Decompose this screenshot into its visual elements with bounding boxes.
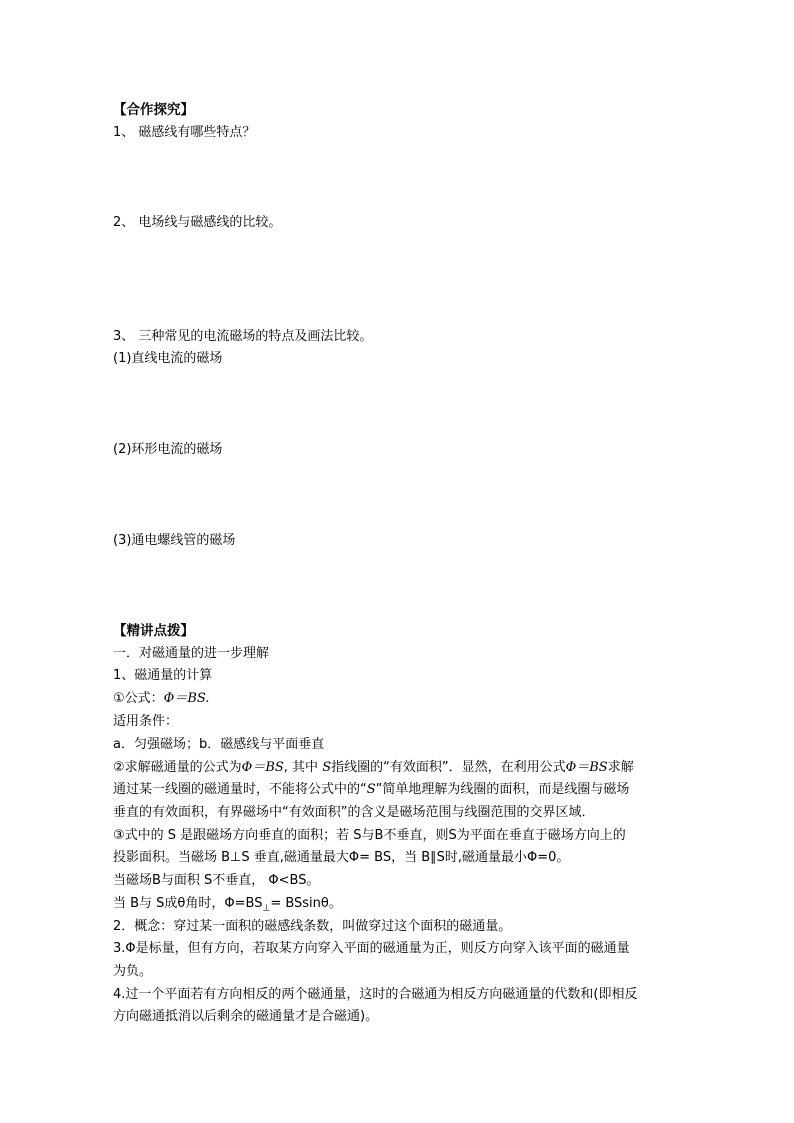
question-1: 1、 磁感线有哪些特点？	[113, 125, 256, 140]
subscript-perp: ⊥	[262, 903, 271, 914]
formula-line	[113, 690, 209, 708]
conditions: a．匀强磁场；b．磁感线与平面垂直	[113, 737, 325, 752]
question-3-item-2: (2)环形电流的磁场	[113, 442, 223, 457]
paragraph-3-line-2: 投影面积。当磁场 B⊥S 垂直,磁通量最大Φ= BS，当 B∥S时,磁通量最小Φ=0。	[113, 850, 570, 865]
paragraph-2-line-1	[113, 759, 634, 777]
text-span: ”简单地理解为线圈的面积，而是线圈与磁场	[375, 782, 630, 797]
subheading-flux-calculation: 1、磁通量的计算	[113, 668, 213, 683]
net-flux-line-1: 4.过一个平面若有方向相反的两个磁通量，这时的合磁通为相反方向磁通量的代数和(即相反	[113, 987, 638, 1002]
net-flux-line-2: 方向磁通抵消以后剩余的磁通量才是合磁通)。	[113, 1009, 379, 1024]
text-span: 通过某一线圈的磁通量时，不能将公式中的“	[113, 782, 367, 797]
text-span: = BSsinθ。	[270, 896, 342, 911]
text-span: 当 B与 S成θ角时，Φ=BS	[113, 896, 263, 911]
paragraph-2-line-3: 垂直的有效面积，有界磁场中“有效面积”的含义是磁场范围与线圈范围的交界区域．	[113, 805, 595, 820]
part-title: 一．对磁通量的进一步理解	[113, 646, 270, 661]
formula-inline: Φ＝BS	[241, 760, 284, 775]
formula-prefix: ①公式：	[113, 691, 164, 706]
text-span: ②求解磁通量的公式为	[113, 760, 242, 775]
question-2: 2、 电场线与磁感线的比较。	[113, 215, 282, 230]
paragraph-3-line-4	[113, 895, 342, 913]
paragraph-3-line-1: ③式中的 S 是跟磁场方向垂直的面积；若 S与B不垂直，则S为平面在垂直于磁场方向上的	[113, 828, 626, 843]
text-span: 指线圈的“有效面积”．显然，在利用公式	[331, 760, 566, 775]
question-3: 3、 三种常见的电流磁场的特点及画法比较。	[113, 329, 373, 344]
scalar-note-line-2: 为负。	[113, 964, 153, 979]
symbol-s: S	[322, 760, 332, 775]
conditions-label: 适用条件：	[113, 714, 179, 729]
section-heading-key-points: 【精讲点拨】	[113, 623, 194, 639]
text-span: , 其中	[283, 760, 323, 775]
text-span: 求解	[607, 760, 634, 775]
question-3-item-3: (3)通电螺线管的磁场	[113, 533, 236, 548]
formula: Φ＝BS.	[163, 691, 210, 706]
section-heading-cooperative-inquiry: 【合作探究】	[113, 102, 194, 118]
concept-definition: 2．概念：穿过某一面积的磁感线条数，叫做穿过这个面积的磁通量。	[113, 919, 512, 934]
question-3-item-1: (1)直线电流的磁场	[113, 351, 223, 366]
symbol-s: S	[366, 782, 376, 797]
formula-inline: Φ＝BS	[565, 760, 608, 775]
paragraph-2-line-2	[113, 781, 629, 799]
scalar-note-line-1: 3.Φ是标量，但有方向，若取某方向穿入平面的磁通量为正，则反方向穿入该平面的磁通量	[113, 941, 630, 956]
paragraph-3-line-3: 当磁场B与面积 S不垂直， Φ<BS。	[113, 873, 320, 888]
